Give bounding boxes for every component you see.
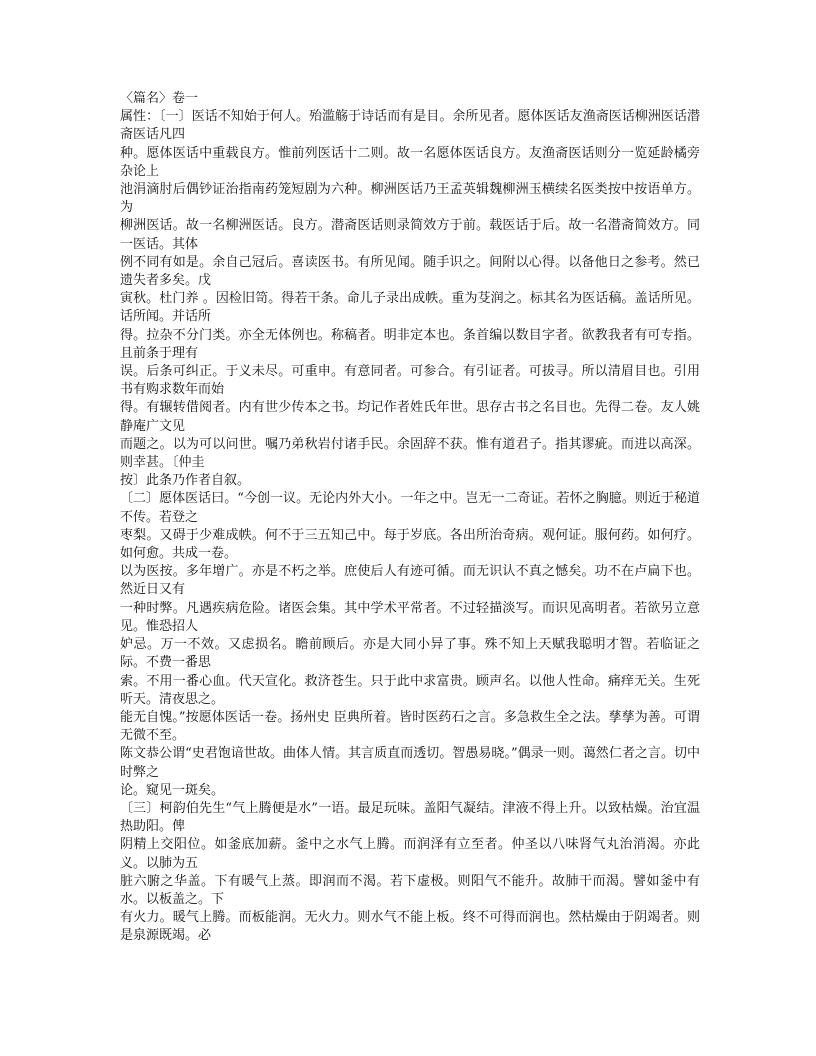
title-line: 〈篇名〉卷一 [120,91,199,106]
text-line: 得。有辗转借阅者。内有世少传本之书。均记作者姓氏年世。思存古书之名目也。先得二卷。友人姚静庵广文见 [120,400,700,434]
text-line: 柳洲医话。故一名柳洲医话。良方。潜斋医话则录简效方于前。载医话于后。故一名潜斋简效方。同一医话。其体 [120,218,700,252]
text-line: 索。不用一番心血。代天宣化。救济苍生。只于此中求富贵。顾声名。以他人性命。痛痒无关。生死听天。清夜思之。 [120,673,700,707]
text-line: 得。拉杂不分门类。亦全无体例也。称稿者。明非定本也。条首编以数目字者。欲教我者有可专指。且前条于理有 [120,327,700,361]
text-line: 属性：〔一〕医话不知始于何人。殆滥觞于诗话而有是目。余所见者。愿体医话友渔斋医话柳洲医话潜斋医话凡四 [120,109,700,143]
text-line: 妒忌。万一不效。又虑损名。瞻前顾后。亦是大同小异了事。殊不知上天赋我聪明才智。若临证之际。不费一番思 [120,637,700,671]
text-line: 脏六腑之华盖。下有暖气上蒸。即润而不渴。若下虚极。则阳气不能升。故肺干而渴。譬如釜中有水。以板盖之。下 [120,873,700,907]
document-page [120,90,700,946]
text-line: 阴精上交阳位。如釜底加薪。釜中之水气上腾。而润泽有立至者。仲圣以八味肾气丸治消渴。亦此义。以肺为五 [120,837,700,871]
text-line: 有火力。暖气上腾。而板能润。无火力。则水气不能上板。终不可得而润也。然枯燥由于阴竭者。则是泉源既竭。必 [120,910,700,944]
text-line: 〔二〕愿体医话曰。“今创一议。无论内外大小。一年之中。岂无一二奇证。若怀之胸臆。则近于秘道不传。若登之 [120,491,700,525]
text-line: 例不同有如是。余自己冠后。喜读医书。有所见闻。随手识之。间附以心得。以备他日之参考。然已遗失者多矣。戊 [120,254,700,289]
text-line: 寅秋。杜门养 。因检旧笥。得若干条。命儿子录出成帙。重为芟润之。标其名为医话稿。盖话所见。话所闻。并话所 [120,291,700,325]
text-line: 按〕此条乃作者自叙。 [120,473,251,489]
text-line: 枣梨。又碍于少难成帙。何不于三五知己中。每于岁底。各出所治奇病。观何证。服何药。如何疗。如何愈。共成一卷。 [120,527,700,562]
text-line: 论。窥见一斑矣。 [120,782,225,798]
text-line: 种。愿体医话中重载良方。惟前列医话十二则。故一名愿体医话良方。友渔斋医话则分一览延龄橘旁杂论上 [120,145,700,179]
text-line: 池涓滴肘后偶钞证治指南药笼短剧为六种。柳洲医话乃王孟英辑魏柳洲玉横续名医类按中按语单方。为 [120,182,700,216]
text-line: 〔三〕柯韵伯先生“气上腾便是水”一语。最足玩味。盖阳气凝结。津液不得上升。以致枯燥。治宜温热助阳。俾 [120,800,700,835]
text-line: 而题之。以为可以问世。嘱乃弟秋岩付诸手民。余固辞不获。惟有道君子。指其谬疵。而进以高深。则幸甚。〔仲圭 [120,436,700,471]
text-line: 以为医按。多年增广。亦是不朽之举。庶使后人有迹可循。而无识认不真之憾矣。功不在卢扁下也。然近日又有 [120,564,700,598]
text-line: 误。后条可纠正。于义未尽。可重申。有意同者。可参合。有引证者。可拔寻。所以清眉目也。引用书有购求数年而始 [120,364,700,398]
text-line: 一种时弊。凡遇疾病危险。诸医会集。其中学术平常者。不过轻描淡写。而识见高明者。若欲另立意见。惟恐招人 [120,600,700,634]
text-line: 陈文恭公谓“史君饱谙世故。曲体人情。其言质直而透切。智愚易晓。”偶录一则。蔼然仁者之言。切中时弊之 [120,746,700,780]
text-line: 能无自愧。”按愿体医话一卷。扬州史 臣典所着。皆时医药石之言。多急救生全之法。孳孳为善。可谓无微不至。 [120,709,700,744]
